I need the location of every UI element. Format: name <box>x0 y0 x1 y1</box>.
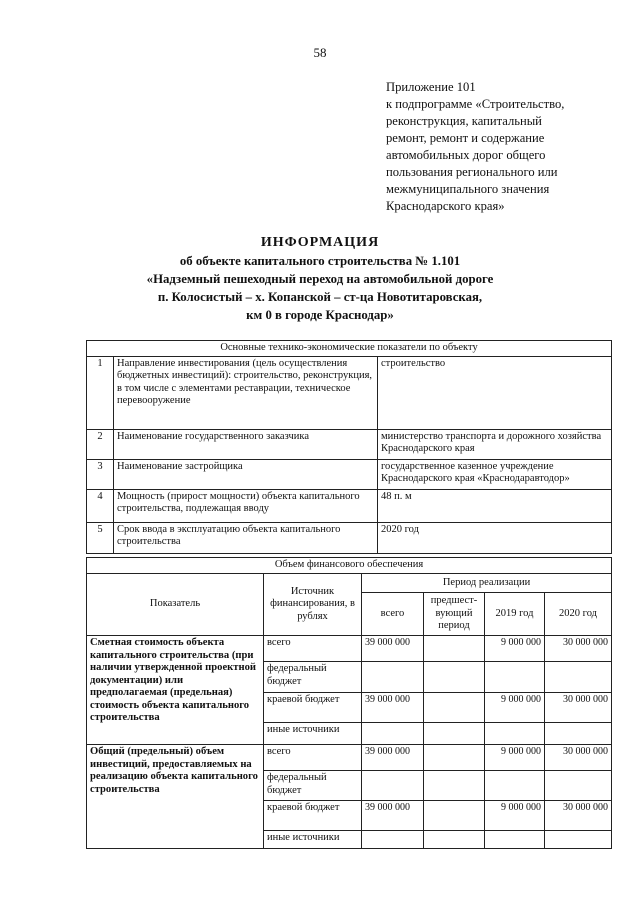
value-2020 <box>545 662 612 693</box>
group-label: Сметная стоимость объекта капитального строительства (при наличии утвержденной проектной документации) или предполагаемая (предельная) стоимость объекта капитального строительства <box>87 636 264 745</box>
source-cell: краевой бюджет <box>264 801 362 831</box>
indicator-value: 48 п. м <box>378 489 612 522</box>
value-previous <box>424 771 485 801</box>
value-total: 39 000 000 <box>362 636 424 662</box>
indicator-label: Мощность (прирост мощности) объекта капитального строительства, подлежащая вводу <box>114 489 378 522</box>
value-2019 <box>485 831 545 849</box>
value-previous <box>424 662 485 693</box>
group-label: Общий (предельный) объем инвестиций, предоставляемых на реализацию объекта капитального строительства <box>87 745 264 849</box>
col-indicator: Показатель <box>87 574 264 636</box>
source-cell: иные источники <box>264 831 362 849</box>
document-heading <box>0 234 640 324</box>
value-total: 39 000 000 <box>362 801 424 831</box>
source-cell: иные источники <box>264 723 362 745</box>
value-2019: 9 000 000 <box>485 693 545 723</box>
value-total: 39 000 000 <box>362 693 424 723</box>
financing-header: Объем финансового обеспечения <box>87 558 612 574</box>
col-total: всего <box>362 593 424 636</box>
value-previous <box>424 745 485 771</box>
col-period: Период реализации <box>362 574 612 593</box>
indicator-value: 2020 год <box>378 522 612 553</box>
indicator-label: Наименование государственного заказчика <box>114 429 378 459</box>
source-cell: всего <box>264 636 362 662</box>
value-2019 <box>485 662 545 693</box>
indicator-value: министерство транспорта и дорожного хозяйства Краснодарского края <box>378 429 612 459</box>
indicator-label: Наименование застройщика <box>114 459 378 489</box>
source-cell: федеральный бюджет <box>264 771 362 801</box>
value-total <box>362 771 424 801</box>
value-2019 <box>485 771 545 801</box>
indicator-value: государственное казенное учреждение Краснодарского края «Краснодаравтодор» <box>378 459 612 489</box>
value-2019: 9 000 000 <box>485 745 545 771</box>
value-2020: 30 000 000 <box>545 693 612 723</box>
financing-table <box>86 557 612 849</box>
value-total <box>362 831 424 849</box>
source-cell: всего <box>264 745 362 771</box>
col-2019: 2019 год <box>485 593 545 636</box>
value-2020: 30 000 000 <box>545 636 612 662</box>
appendix-line: пользования регионального или <box>386 165 558 179</box>
value-2020 <box>545 771 612 801</box>
heading-line: км 0 в городе Краснодар» <box>246 308 394 322</box>
appendix-line: ремонт, ремонт и содержание <box>386 131 545 145</box>
indicators-header: Основные технико-экономические показатели по объекту <box>87 341 612 357</box>
document-title: ИНФОРМАЦИЯ <box>260 235 380 250</box>
row-number: 2 <box>87 429 114 459</box>
value-previous <box>424 636 485 662</box>
indicators-table <box>86 340 612 554</box>
value-previous <box>424 723 485 745</box>
row-number: 5 <box>87 522 114 553</box>
appendix-line: межмуниципального значения <box>386 182 550 196</box>
value-2020 <box>545 831 612 849</box>
value-previous <box>424 801 485 831</box>
appendix-line: Краснодарского края» <box>386 199 505 213</box>
appendix-line: Приложение 101 <box>386 80 476 94</box>
col-source: Источник финансирования, в рублях <box>264 574 362 636</box>
heading-line: п. Колосистый – х. Копанской – ст-ца Новотитаровская, <box>157 290 483 304</box>
row-number: 4 <box>87 489 114 522</box>
appendix-line: к подпрограмме «Строительство, <box>386 97 565 111</box>
value-2019 <box>485 723 545 745</box>
value-total <box>362 723 424 745</box>
heading-line: «Надземный пешеходный переход на автомобильной дороге <box>146 272 494 286</box>
appendix-line: автомобильных дорог общего <box>386 148 546 162</box>
page-number: 58 <box>313 45 327 60</box>
row-number: 1 <box>87 356 114 429</box>
appendix-line: реконструкция, капитальный <box>386 114 542 128</box>
value-total <box>362 662 424 693</box>
heading-line: об объекте капитального строительства № 1.101 <box>179 254 461 268</box>
row-number: 3 <box>87 459 114 489</box>
appendix-note <box>386 79 621 215</box>
value-2020: 30 000 000 <box>545 745 612 771</box>
source-cell: федеральный бюджет <box>264 662 362 693</box>
value-previous <box>424 831 485 849</box>
indicator-label: Направление инвестирования (цель осуществления бюджетных инвестиций): строительство, реконструкция, в том числе с элементами реставрации, техническое перевооружение <box>114 356 378 429</box>
value-2020: 30 000 000 <box>545 801 612 831</box>
value-2019: 9 000 000 <box>485 801 545 831</box>
value-2020 <box>545 723 612 745</box>
source-cell: краевой бюджет <box>264 693 362 723</box>
value-total: 39 000 000 <box>362 745 424 771</box>
col-2020: 2020 год <box>545 593 612 636</box>
indicator-value: строительство <box>378 356 612 429</box>
indicator-label: Срок ввода в эксплуатацию объекта капитального строительства <box>114 522 378 553</box>
value-2019: 9 000 000 <box>485 636 545 662</box>
value-previous <box>424 693 485 723</box>
col-previous: предшест-вующий период <box>424 593 485 636</box>
